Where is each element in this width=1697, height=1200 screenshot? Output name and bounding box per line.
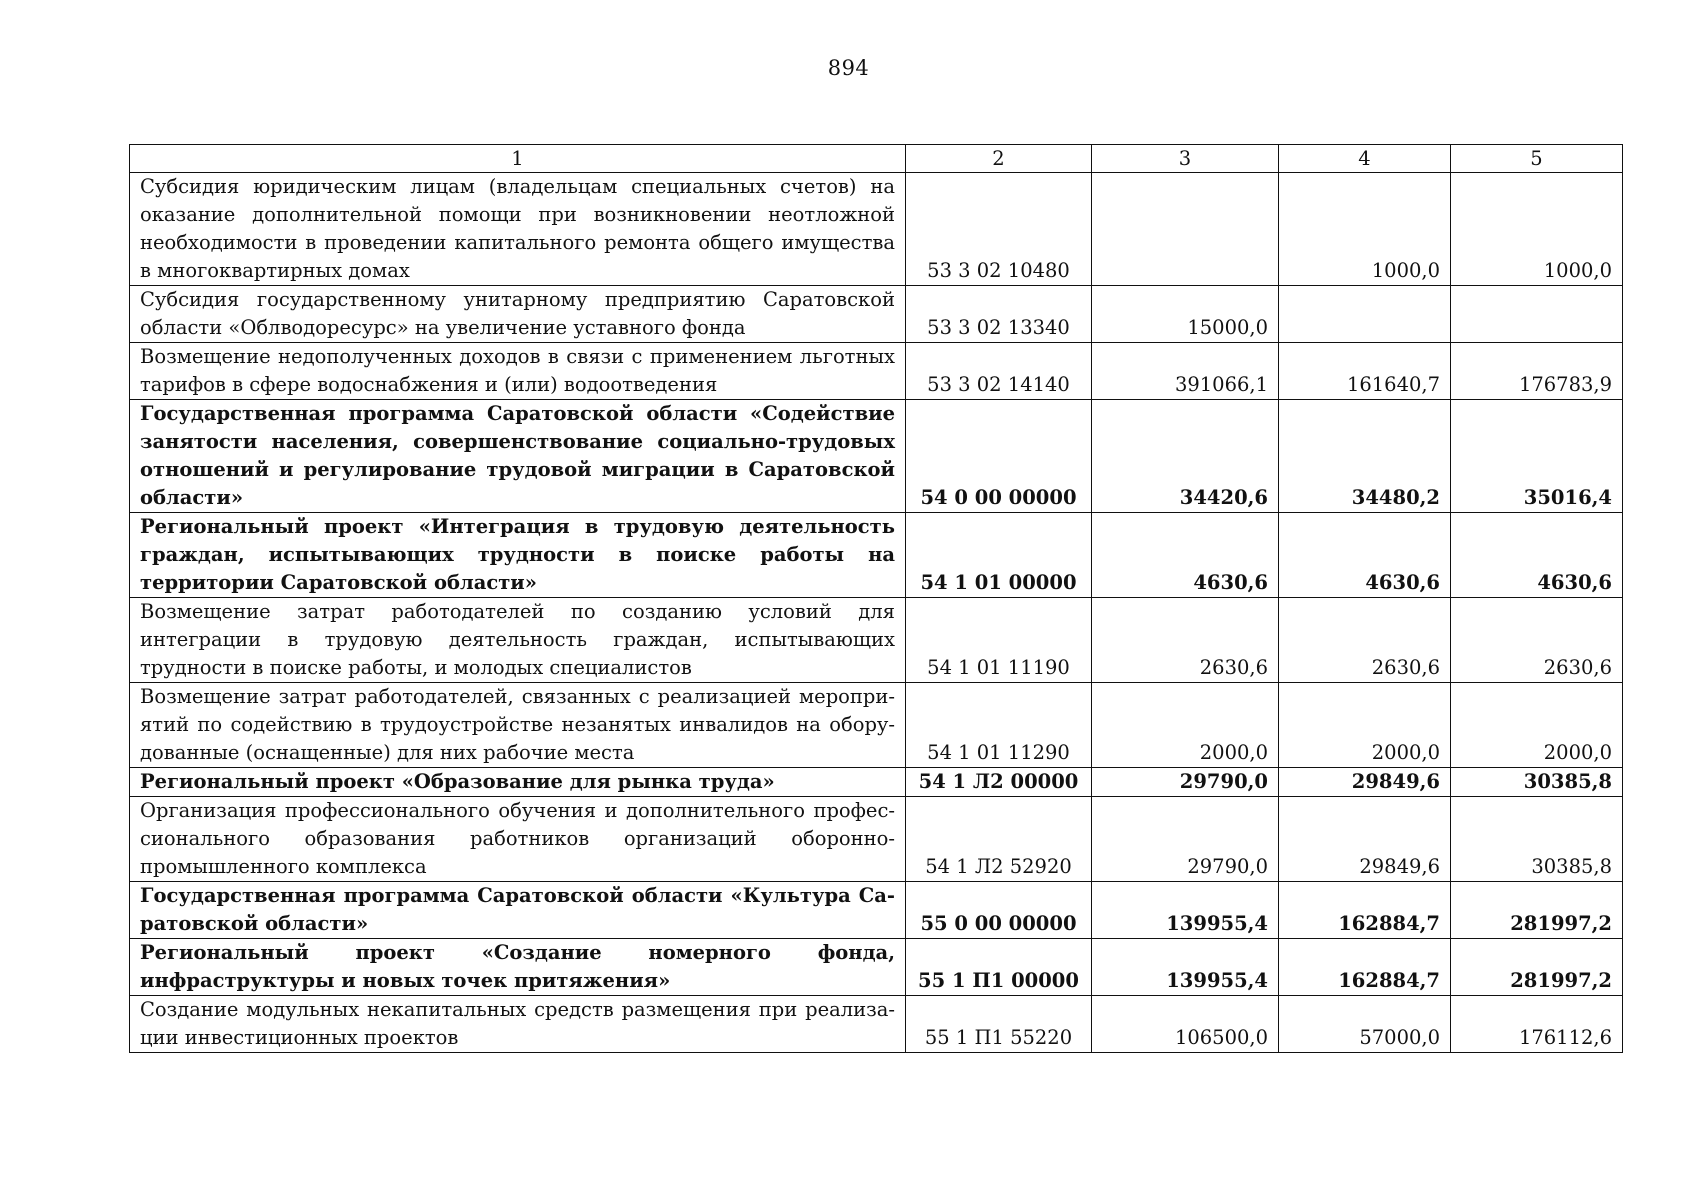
row-value-col3: 34420,6 [1092,400,1279,513]
row-code: 55 1 П1 00000 [906,939,1092,996]
row-value-col5: 2630,6 [1451,598,1623,683]
row-value-col4: 162884,7 [1279,939,1451,996]
row-value-col5: 176783,9 [1451,343,1623,400]
table-row [130,286,1623,343]
row-name: Государственная программа Саратовской области «Содействие занятости населения, совершенствование социально-трудовых отношений и регулирование трудовой миграции в Саратовской области» [130,400,906,513]
row-name: Создание модульных некапитальных средств размещения при реализации инвестиционных проектов [130,996,906,1053]
column-header-5: 5 [1451,145,1623,173]
row-value-col4: 1000,0 [1279,173,1451,286]
table-row [130,797,1623,882]
row-value-col3: 391066,1 [1092,343,1279,400]
row-code: 54 1 01 11290 [906,683,1092,768]
table-body [130,173,1623,1053]
row-value-col4: 34480,2 [1279,400,1451,513]
column-header-1: 1 [130,145,906,173]
row-value-col4: 2000,0 [1279,683,1451,768]
row-value-col3: 15000,0 [1092,286,1279,343]
row-value-col5: 281997,2 [1451,882,1623,939]
row-name: Государственная программа Саратовской области «Культура Саратовской области» [130,882,906,939]
table-row [130,996,1623,1053]
row-value-col4: 29849,6 [1279,797,1451,882]
row-code: 55 1 П1 55220 [906,996,1092,1053]
row-name: Возмещение недополученных доходов в связи с применением льготных тарифов в сфере водоснабжения и (или) водоотведения [130,343,906,400]
row-value-col3: 139955,4 [1092,882,1279,939]
column-header-4: 4 [1279,145,1451,173]
row-code: 53 3 02 10480 [906,173,1092,286]
budget-table [129,144,1623,1053]
row-value-col4: 162884,7 [1279,882,1451,939]
page-number: 894 [827,56,870,80]
table-row [130,939,1623,996]
column-header-3: 3 [1092,145,1279,173]
row-name: Организация профессионального обучения и дополнительного профессионального образования работников организаций оборонно-промышленного комплекса [130,797,906,882]
row-value-col5: 2000,0 [1451,683,1623,768]
row-code: 54 0 00 00000 [906,400,1092,513]
table-header [130,145,1623,173]
row-code: 55 0 00 00000 [906,882,1092,939]
row-value-col5: 30385,8 [1451,797,1623,882]
row-value-col4: 29849,6 [1279,768,1451,797]
row-value-col4: 161640,7 [1279,343,1451,400]
column-header-2: 2 [906,145,1092,173]
row-value-col4: 2630,6 [1279,598,1451,683]
row-value-col5: 1000,0 [1451,173,1623,286]
table-row [130,768,1623,797]
row-value-col4 [1279,286,1451,343]
table-row [130,882,1623,939]
row-value-col5: 176112,6 [1451,996,1623,1053]
row-code: 53 3 02 14140 [906,343,1092,400]
row-value-col3: 2630,6 [1092,598,1279,683]
row-value-col5: 4630,6 [1451,513,1623,598]
row-name: Субсидия государственному унитарному предприятию Саратовской области «Облводоресурс» на увеличение уставного фонда [130,286,906,343]
table-row [130,343,1623,400]
row-code: 54 1 Л2 00000 [906,768,1092,797]
row-code: 53 3 02 13340 [906,286,1092,343]
row-name: Возмещение затрат работодателей по созданию условий для интеграции в трудовую деятельность граждан, испытывающих трудности в поиске работы, и молодых специалистов [130,598,906,683]
table-row [130,513,1623,598]
row-code: 54 1 Л2 52920 [906,797,1092,882]
row-value-col3: 29790,0 [1092,768,1279,797]
row-code: 54 1 01 11190 [906,598,1092,683]
table-row [130,400,1623,513]
table-row [130,173,1623,286]
header-row [130,145,1623,173]
row-value-col5: 35016,4 [1451,400,1623,513]
row-value-col5 [1451,286,1623,343]
row-value-col4: 4630,6 [1279,513,1451,598]
row-name: Возмещение затрат работодателей, связанных с реализацией мероприятий по содействию в трудоустройстве незанятых инвалидов на оборудованные (оснащенные) для них рабочие места [130,683,906,768]
row-value-col3: 139955,4 [1092,939,1279,996]
row-name: Региональный проект «Интеграция в трудовую деятельность граждан, испытывающих трудности в поиске работы на территории Саратовской области» [130,513,906,598]
row-value-col5: 30385,8 [1451,768,1623,797]
table-row [130,683,1623,768]
row-name: Субсидия юридическим лицам (владельцам специальных счетов) на оказание дополнительной помощи при возникновении неотложной необходимости в проведении капитального ремонта общего имущества в многоквартирных домах [130,173,906,286]
row-name: Региональный проект «Образование для рынка труда» [130,768,906,797]
row-value-col3: 4630,6 [1092,513,1279,598]
row-value-col4: 57000,0 [1279,996,1451,1053]
row-value-col3: 29790,0 [1092,797,1279,882]
row-code: 54 1 01 00000 [906,513,1092,598]
table-row [130,598,1623,683]
row-value-col3: 106500,0 [1092,996,1279,1053]
row-value-col3: 2000,0 [1092,683,1279,768]
row-name: Региональный проект «Создание номерного фонда, инфраструктуры и новых точек притяжения» [130,939,906,996]
row-value-col3 [1092,173,1279,286]
row-value-col5: 281997,2 [1451,939,1623,996]
